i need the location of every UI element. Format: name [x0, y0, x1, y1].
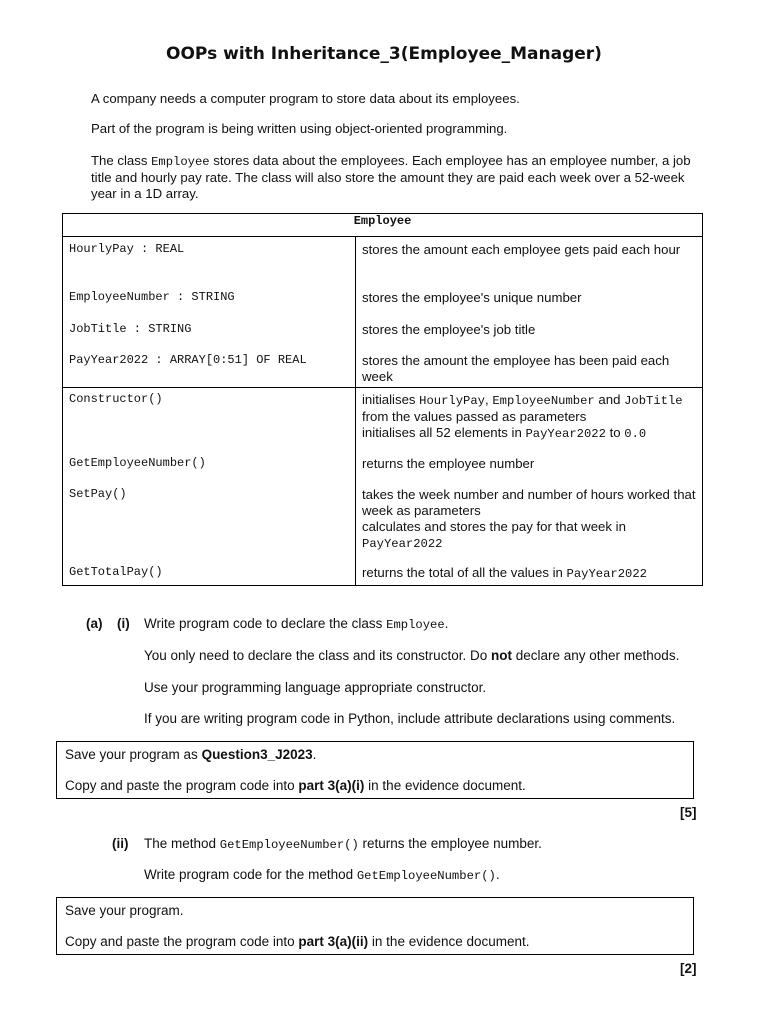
q-text: . — [444, 616, 449, 631]
attribute-name: JobTitle : STRING — [69, 322, 192, 336]
question-label-a: (a) — [86, 616, 103, 631]
question-a-i-line-3: Use your programming language appropriate constructor. — [144, 680, 487, 695]
constructor-desc — [356, 388, 702, 456]
desc-text: , — [485, 392, 493, 407]
desc-code: 0.0 — [624, 427, 647, 441]
attribute-name: PayYear2022 : ARRAY[0:51] OF REAL — [69, 353, 307, 367]
desc-text: initialises — [362, 392, 420, 407]
desc-code: HourlyPay — [419, 394, 485, 408]
attribute-name: EmployeeNumber : STRING — [69, 290, 235, 304]
box-text: . — [312, 747, 317, 762]
desc-code: EmployeeNumber — [492, 394, 595, 408]
setpay-desc — [356, 487, 702, 565]
attribute-name: HourlyPay : REAL — [69, 242, 185, 256]
question-a-i-line-2 — [144, 648, 704, 664]
desc-text: takes the week number and number of hours worked that week as parameters — [362, 487, 696, 518]
method-name: GetTotalPay() — [69, 565, 163, 579]
box-text: in the evidence document. — [368, 934, 530, 949]
question-a-i-line-4: If you are writing program code in Python, include attribute declarations using comments. — [144, 711, 676, 726]
q-text: . — [495, 867, 500, 882]
intro-paragraph-1: A company needs a computer program to store data about its employees. — [91, 91, 520, 106]
attributes-column — [63, 237, 356, 388]
desc-code: PayYear2022 — [362, 537, 443, 551]
page-title: OOPs with Inheritance_3(Employee_Manager) — [166, 44, 602, 64]
question-a-i-line-1 — [144, 616, 704, 633]
box-line-2 — [65, 778, 526, 793]
intro-text-rest: stores data about the employees. Each employee has an employee number, a job title and hourly pay rate. The class will also store the amount they are paid each week over a 52-week year in a 1D array. — [91, 153, 691, 201]
method-descriptions-column — [356, 388, 703, 586]
intro-paragraph-2: Part of the program is being written using object-oriented programming. — [91, 121, 508, 136]
method-name: SetPay() — [69, 487, 127, 501]
methods-column — [63, 388, 356, 586]
box-text: Save your program as — [65, 747, 202, 762]
desc-code: PayYear2022 — [525, 427, 606, 441]
attribute-desc: stores the employee's unique number — [362, 290, 582, 305]
box-line-1 — [65, 747, 316, 762]
desc-text: returns the total of all the values in — [362, 565, 567, 580]
q-text: declare any other methods. — [511, 648, 680, 663]
box-bold: part 3(a)(i) — [298, 778, 365, 793]
box-line-2 — [65, 934, 530, 949]
method-desc: returns the employee number — [362, 456, 535, 471]
class-name-header: Employee — [63, 214, 703, 237]
desc-text: from the values passed as parameters — [362, 409, 587, 424]
class-diagram-table — [62, 213, 703, 586]
intro-paragraph-3 — [91, 153, 711, 202]
question-a-ii-line-2 — [144, 867, 704, 884]
attribute-desc: stores the amount each employee gets paid each hour — [362, 242, 681, 257]
question-label-i: (i) — [117, 616, 130, 631]
attribute-desc: stores the amount the employee has been paid each week — [362, 353, 670, 384]
marks-a-i: [5] — [680, 805, 697, 820]
intro-class-code: Employee — [151, 155, 210, 169]
box-line-1: Save your program. — [65, 903, 184, 918]
q-bold: not — [490, 648, 512, 663]
box-bold: Question3_J2023 — [201, 747, 313, 762]
q-text: returns the employee number. — [358, 836, 542, 851]
attribute-desc: stores the employee's job title — [362, 322, 536, 337]
question-a-ii-line-1 — [144, 836, 704, 853]
instruction-box-a-i — [56, 741, 694, 799]
q-text: Write program code to declare the class — [144, 616, 387, 631]
q-code: GetEmployeeNumber() — [219, 838, 359, 852]
box-text: in the evidence document. — [364, 778, 526, 793]
question-label-ii: (ii) — [112, 836, 129, 851]
desc-code: PayYear2022 — [566, 567, 647, 581]
desc-text: calculates and stores the pay for that week in — [362, 519, 626, 534]
q-text: Write program code for the method — [144, 867, 357, 882]
q-text: You only need to declare the class and its constructor. Do — [144, 648, 491, 663]
q-code: Employee — [386, 618, 445, 632]
totalpay-desc — [356, 565, 702, 585]
desc-text: initialises all 52 elements in — [362, 425, 526, 440]
desc-text: to — [605, 425, 625, 440]
box-bold: part 3(a)(ii) — [298, 934, 369, 949]
instruction-box-a-ii — [56, 897, 694, 955]
desc-code: JobTitle — [624, 394, 683, 408]
method-name: Constructor() — [69, 392, 163, 406]
box-text: Copy and paste the program code into — [65, 778, 299, 793]
marks-a-ii: [2] — [680, 961, 697, 976]
desc-text: and — [594, 392, 625, 407]
intro-text: The class — [91, 153, 152, 168]
box-text: Copy and paste the program code into — [65, 934, 299, 949]
attribute-descriptions-column — [356, 237, 703, 388]
method-name: GetEmployeeNumber() — [69, 456, 206, 470]
q-text: The method — [144, 836, 220, 851]
q-code: GetEmployeeNumber() — [356, 869, 496, 883]
